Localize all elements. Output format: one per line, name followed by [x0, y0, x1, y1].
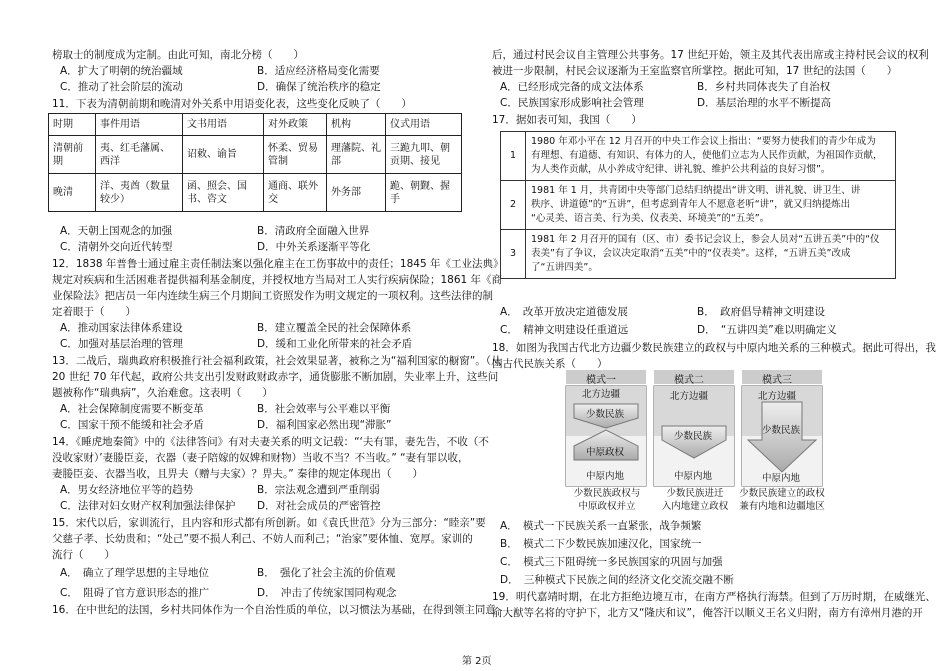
q15-option-a[interactable]: A． 确立了理学思想的主导地位 [60, 567, 209, 579]
mode-2-inner-label: 少数民族 [674, 431, 713, 442]
q12-option-c[interactable]: C．加强对基层治理的管理 [60, 338, 183, 350]
mode-3-bottom-label: 中原内地 [762, 473, 801, 484]
q14-line-1: 14．《睡虎地秦简》中的《法律答问》有对夫妻关系的明文记载：“‘夫有罪，妻先告，不收（不 [52, 436, 489, 448]
q14-option-d[interactable]: D．对社会成员的严密管控 [257, 500, 381, 512]
q18-option-a[interactable]: A． 模式一下民族关系一直紧张，战争频繁 [500, 520, 702, 532]
table-row: 1 1980 年邓小平在 12 月召开的中央工作会议上指出：“要努力使我们的青少年成为 有理想、有道德、有知识、有体力的人，使他们立志为人民作贡献，为祖国作贡献， 为人类作贡献，从小养成守纪律、讲礼貌、维护公共利益的良好习惯”。 [501, 132, 896, 181]
q17-option-a[interactable]: A． 改革开放决定道德发展 [500, 306, 628, 318]
mode-3-top-label: 北方边疆 [758, 391, 797, 402]
q14-line-2: 没收家财）’妻媵臣妾，衣器（妻子陪嫁的奴婢和财物）当收不当？不当收。” “妻有罪以收， [52, 452, 469, 464]
mode-2-title: 模式二 [674, 375, 704, 386]
q18-diagram [564, 368, 824, 513]
q10-stem-tail: 榜取士的制度成为定制。由此可知，南北分榜（ ） [52, 49, 304, 61]
q10-option-b[interactable]: B．适应经济格局变化需要 [257, 65, 380, 77]
mode-1-inner-label: 少数民族 [586, 409, 625, 420]
q13-option-b[interactable]: B．社会效率与公平难以平衡 [257, 403, 391, 415]
q14-option-c[interactable]: C．法律对妇女财产权利加强法律保护 [60, 500, 236, 512]
mode-1-caption: 少数民族政权与 中原政权并立 [573, 488, 641, 512]
q17-stem: 17．据如表可知，我国（ ） [492, 114, 642, 126]
q15-line-2: 父慈子孝、长幼贵和；“处己”要不损人利己、不妨人而利己；“治家”要体恤、宽厚。家训的 [52, 533, 473, 545]
q16-option-c[interactable]: C．民族国家形成影响社会管理 [500, 97, 644, 109]
q16-line-3: 被进一步限制，村民会议逐渐为王室监察官所掌控。据此可知，17 世纪的法国（ ） [492, 65, 898, 77]
q13-option-c[interactable]: C．国家干预不能缓和社会矛盾 [60, 419, 204, 431]
table-header: 仪式用语 [386, 114, 462, 136]
q10-option-a[interactable]: A．扩大了明朝的统治疆域 [60, 65, 183, 77]
q16-line-2: 后，通过村民会议自主管理公共事务。17 世纪开始，领主及其代表出席或主持村民会议的权利 [492, 49, 929, 61]
q11-table [48, 113, 462, 212]
q13-option-d[interactable]: D．福利国家必然出现“滞胀” [257, 419, 392, 431]
q16-option-d[interactable]: D．基层治理的水平不断提高 [697, 97, 832, 109]
q10-option-c[interactable]: C．推动了社会阶层的流动 [60, 81, 183, 93]
mode-1-title: 模式一 [586, 375, 616, 386]
q18-option-b[interactable]: B． 模式二下少数民族加速汉化，国家统一 [500, 538, 702, 550]
q12-line-3: 业保险法》把店员一年内连续生病三个月期间工资照发作为明文规定的一项权利。这些法律的制 [52, 290, 493, 302]
q13-line-1: 13．二战后，瑞典政府积极推行社会福利政策，社会效果显著，被称之为“福利国家的橱窗”。（从 [52, 355, 502, 367]
q17-table [500, 131, 896, 279]
table-header: 机构 [327, 114, 386, 136]
table-row: 清朝前期 夷、红毛藩属、西洋 诏敕、谕旨 怀柔、贸易管制 理藩院、礼部 三跪九叩、朝贡期、接见 [49, 136, 462, 174]
q11-stem: 11．下表为清朝前期和晚清对外关系中用语变化表，这些变化反映了（ ） [52, 98, 412, 110]
table-header: 事件用语 [96, 114, 183, 136]
q10-option-d[interactable]: D．确保了统治秩序的稳定 [257, 81, 381, 93]
q15-option-d[interactable]: D． 冲击了传统家国同构观念 [257, 587, 397, 599]
q13-line-3: 题被称作“瑞典病”，久治难愈。这表明（ ） [52, 387, 273, 399]
q15-option-c[interactable]: C． 阻碍了官方意识形态的推广 [60, 587, 210, 599]
q16-stem: 16．在中世纪的法国，乡村共同体作为一个自治性质的单位，以习惯法为基础，在得到领主同意 [52, 604, 496, 616]
q11-option-d[interactable]: D．中外关系逐渐平等化 [257, 241, 371, 253]
mode-1-top-label: 北方边疆 [582, 389, 621, 400]
q12-line-4: 定着眼于（ ） [52, 306, 136, 318]
q11-option-b[interactable]: B．清政府全面融入世界 [257, 225, 370, 237]
q15-line-1: 15．宋代以后，家训流行，且内容和形式都有所创新。如《袁氏世范》分为三部分：“睦亲”要 [52, 517, 486, 529]
q12-option-d[interactable]: D．缓和工业化所带来的社会矛盾 [257, 338, 413, 350]
q18-line-1: 18．如图为我国古代北方边疆少数民族建立的政权与中原内地关系的三种模式。据此可得出，我 [492, 342, 936, 354]
mode-2-caption: 少数民族进迁 入内地建立政权 [661, 488, 729, 512]
q12-line-1: 12．1838 年普鲁士通过雇主责任制法案以强化雇主在工伤事故中的责任；1845 年《工业法典》 [52, 258, 504, 270]
mode-3-caption: 少数民族建立的政权 兼有内地和边疆地区 [739, 488, 825, 512]
q15-line-3: 流行（ ） [52, 549, 115, 561]
mode-2-top-label: 北方边疆 [670, 391, 709, 402]
mode-1-bottom-label: 中原内地 [586, 471, 625, 482]
q14-option-a[interactable]: A．男女经济地位平等的趋势 [60, 484, 194, 496]
q11-option-c[interactable]: C．清朝外交向近代转型 [60, 241, 173, 253]
q17-option-c[interactable]: C． 精神文明建设任重道远 [500, 324, 629, 336]
q15-option-b[interactable]: B． 强化了社会主流的价值观 [257, 567, 396, 579]
q11-option-a[interactable]: A．天朝上国观念的加强 [60, 225, 173, 237]
q14-option-b[interactable]: B．宗法观念遭到严重削弱 [257, 484, 380, 496]
table-header: 文书用语 [183, 114, 264, 136]
table-header: 时期 [49, 114, 96, 136]
table-row: 2 1981 年 1 月，共青团中央等部门总结归纳提出“讲文明、讲礼貌、讲卫生、讲 秩序、讲道德”的“五讲”，但考虑到青年人不愿意老听“讲”，就又归纳提炼出 “心灵美、语言美、行为美、仪表美、环境美”的“五美”。 [501, 181, 896, 230]
q17-option-b[interactable]: B． 政府倡导精神文明建设 [697, 306, 825, 318]
q13-line-2: 20 世纪 70 年代起，政府公共支出引发财政财政赤字，通货膨胀不断加剧，失业率上升，这些问 [52, 371, 499, 383]
q18-option-c[interactable]: C． 模式三下阻碍统一多民族国家的巩固与加强 [500, 556, 723, 568]
q18-option-d[interactable]: D． 三种模式下民族之间的经济文化交流交融不断 [500, 574, 734, 586]
q14-line-3: 妻媵臣妾、衣器当收，且畀夫（赠与夫家）？畀夫。” 秦律的规定体现出（ ） [52, 468, 424, 480]
mode-3-inner-label: 少数民族 [762, 425, 801, 436]
mode-1-mid-label: 中原政权 [586, 447, 625, 458]
q19-line-2: 俞大猷等名将的守护下，北方又“隆庆和议”，俺答汗以顺义王名义归附，南方有漳州月港的开 [492, 607, 923, 619]
page-number: 第 2页 [462, 656, 492, 667]
q16-option-b[interactable]: B．乡村共同体丧失了自治权 [697, 81, 831, 93]
q12-option-b[interactable]: B．建立覆盖全民的社会保障体系 [257, 322, 412, 334]
q19-line-1: 19．明代嘉靖时期，在北方拒绝边境互市，在南方严格执行海禁。但到了万历时期，在威继光、 [492, 591, 936, 603]
table-header: 对外政策 [264, 114, 327, 136]
mode-3-title: 模式三 [762, 375, 792, 386]
q18-line-2: 国古代民族关系（ ） [492, 358, 608, 370]
q17-option-d[interactable]: D． “五讲四美”难以明确定义 [697, 324, 837, 336]
table-row: 晚清 洋、夷酋（数量较少） 函、照会、国书、咨文 通商、联外交 外务部 跪、朝觐、握手 [49, 174, 462, 212]
q16-option-a[interactable]: A．已经形成完备的成文法体系 [500, 81, 644, 93]
q12-option-a[interactable]: A．推动国家法律体系建设 [60, 322, 183, 334]
q12-line-2: 规定对疾病和生活困难者提供福利基金制度，并授权地方当局对工人实行疾病保险；1861 年《商 [52, 274, 503, 286]
table-row: 3 1981 年 2 月召开的国有（区、市）委书记会议上，参会人员对“五讲五美”中的“仪 表美”有了争议，会议决定取消“五美”中的“仪表美”。这样，“五讲五美”改成 了“五讲四美”。 [501, 230, 896, 279]
mode-2-bottom-label: 中原内地 [674, 471, 713, 482]
q13-option-a[interactable]: A．社会保障制度需要不断变革 [60, 403, 204, 415]
